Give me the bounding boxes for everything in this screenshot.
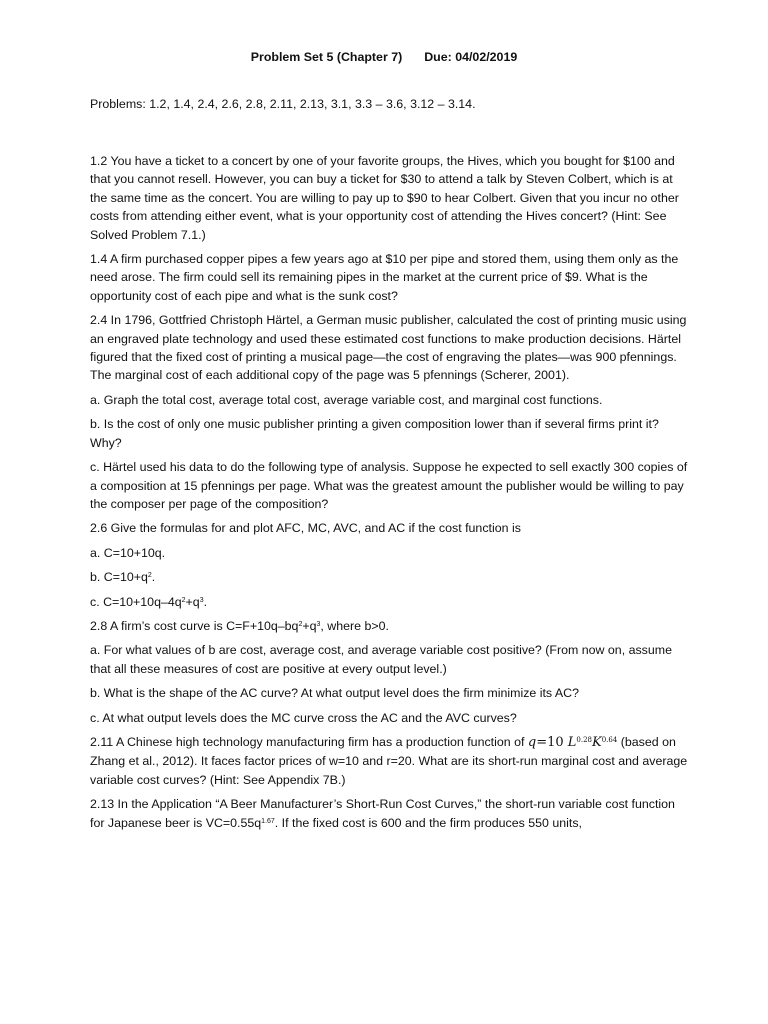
- problem-2-6-c: c. $C=10+10q-4q^2+q^3$.: [90, 594, 208, 609]
- problem-2-6-a: a. C=10+10q.: [90, 545, 166, 560]
- problem-2-4: 2.4 In 1796, Gottfried Christoph Härtel, a German music publisher, calculated the cost of printing music using an engraved plate technology and used these estimated cost functions to make production decisions. Härtel figured that the fixed cost of printing a musical page—the cost of engraving the plates—was 900 pfennings. The marginal cost of each additional copy of the page was 5 pfennings (Scherer, 2001).: [90, 313, 687, 383]
- due-date: Due: 04/02/2019: [424, 50, 518, 64]
- problems-list: [90, 95, 690, 119]
- page-header: [0, 48, 768, 66]
- problem-2-8: 2.8 A firm’s cost curve is $C=F+10q-bq^2+q^3$, where b>0.: [90, 618, 389, 633]
- problem-2-8-b: b. What is the shape of the AC curve? At what output level does the firm minimize its AC?: [90, 686, 579, 701]
- problem-2-8-a: a. For what values of b are cost, average cost, and average variable cost positive? (From now on, assume that all these measures of cost are positive at every output level.): [90, 643, 672, 676]
- problem-2-8-c: c. At what output levels does the MC curve cross the AC and the AVC curves?: [90, 710, 517, 725]
- production-function-formula: q=10 $L^{0.28}K^{0.64}$: [527, 734, 618, 750]
- problem-1-2: 1.2 You have a ticket to a concert by one of your favorite groups, the Hives, which you bought for $100 and that you cannot resell. However, you can buy a ticket for $30 to attend a talk by Steven Colbert, which is at the same time as the concert. You are willing to pay up to $90 to hear Colbert. Given that you incur no other costs from attending either event, what is your opportunity cost of attending the Hives concert? (Hint: See Solved Problem 7.1.): [90, 154, 679, 242]
- problem-1-4: 1.4 A firm purchased copper pipes a few years ago at $10 per pipe and stored them, using them only as the need arose. The firm could sell its remaining pipes in the market at the current price of $9. What is the opportunity cost of each pipe and what is the sunk cost?: [90, 252, 679, 303]
- problem-set-title: Problem Set 5 (Chapter 7): [250, 50, 403, 64]
- problems-body: [90, 152, 690, 838]
- problem-2-4-a: a. Graph the total cost, average total cost, average variable cost, and marginal cost functions.: [90, 392, 603, 407]
- problem-2-11: 2.11 A Chinese high technology manufacturing firm has a production function of q=10 $L^{0.28}K^{0.64}$ (based on Zhang et al., 2012). It faces factor prices of w=10 and r=20. What are its short-run marginal cost and average variable cost curves? (Hint: See Appendix 7B.): [90, 734, 688, 787]
- problem-2-6-b: b. $C=10+q^2$.: [90, 570, 156, 585]
- problem-2-4-b: b. Is the cost of only one music publisher printing a given composition lower than if several firms print it? Why?: [90, 417, 659, 450]
- problems-line: Problems: 1.2, 1.4, 2.4, 2.6, 2.8, 2.11, 2.13, 3.1, 3.3 – 3.6, 3.12 – 3.14.: [90, 97, 476, 111]
- problem-2-13: 2.13 In the Application “A Beer Manufacturer’s Short-Run Cost Curves,” the short-run variable cost function for Japanese beer is $VC=0.55q^{1.67}$. If the fixed cost is 600 and the firm produces 550 units,: [90, 797, 675, 830]
- problem-2-4-c: c. Härtel used his data to do the following type of analysis. Suppose he expected to sell exactly 300 copies of a composition at 15 pfennings per page. What was the greatest amount the publisher would be willing to pay the composer per page of the composition?: [90, 460, 688, 511]
- problem-2-6: 2.6 Give the formulas for and plot AFC, MC, AVC, and AC if the cost function is: [90, 521, 521, 536]
